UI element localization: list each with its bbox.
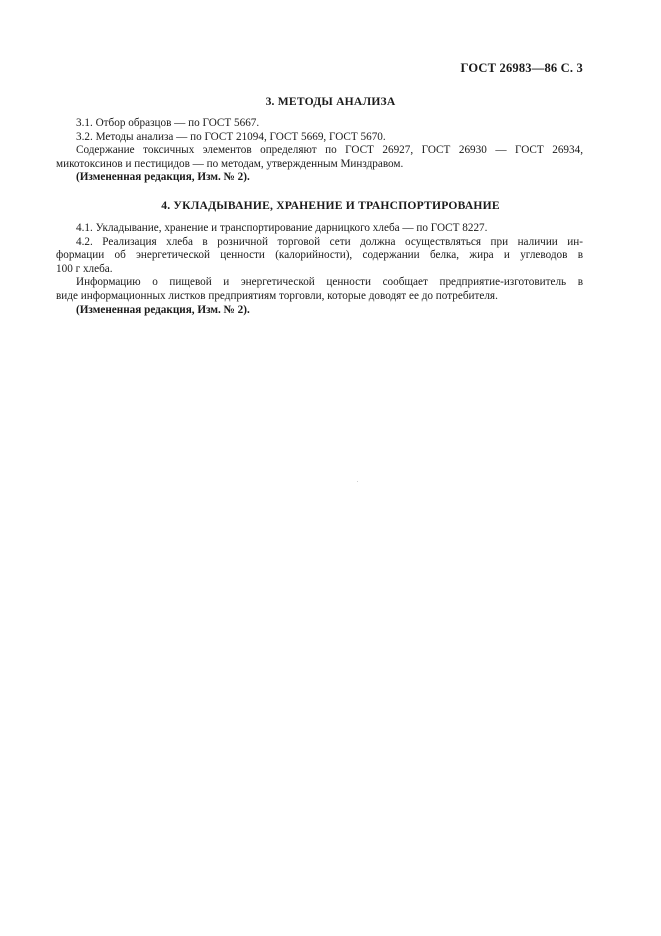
paragraph-4-1: 4.1. Укладывание, хранение и транспортирование дарницкого хлеба — по ГОСТ 8227.: [76, 222, 488, 234]
paragraph-4-3-line-2: виде информационных листков предприятиям торговли, которые доводят ее до потребителя.: [56, 289, 498, 302]
section-3-title: 3. МЕТОДЫ АНАЛИЗА: [265, 95, 396, 108]
paragraph-4-2-line-3: 100 г хлеба.: [56, 262, 113, 275]
section-4-body: [56, 222, 583, 317]
amendment-note-4: (Измененная редакция, Изм. № 2).: [76, 303, 250, 316]
section-3-body: [56, 117, 583, 185]
paragraph-3-2: 3.2. Методы анализа — по ГОСТ 21094, ГОСТ 5669, ГОСТ 5670.: [76, 130, 386, 143]
section-4-title: 4. УКЛАДЫВАНИЕ, ХРАНЕНИЕ И ТРАНСПОРТИРОВАНИЕ: [161, 199, 500, 212]
scan-speck: [357, 481, 358, 482]
paragraph-4-2-line-1: 4.2. Реализация хлеба в розничной торговой сети должна осуществляться при наличии ин-: [76, 235, 583, 248]
paragraph-4-2-line-2: формации об энергетической ценности (калорийности), содержании белка, жира и углеводов в: [56, 249, 583, 262]
section-4: [77, 199, 584, 213]
amendment-note-3: (Измененная редакция, Изм. № 2).: [76, 171, 250, 184]
paragraph-3-3-line-2: микотоксинов и пестицидов — по методам, утвержденным Минздравом.: [56, 157, 404, 170]
section-3: [77, 95, 584, 109]
page-header: ГОСТ 26983—86 С. 3: [460, 61, 583, 75]
paragraph-3-3-line-1: Содержание токсичных элементов определяют по ГОСТ 26927, ГОСТ 26930 — ГОСТ 26934,: [76, 144, 583, 157]
paragraph-3-1: 3.1. Отбор образцов — по ГОСТ 5667.: [76, 117, 260, 129]
paragraph-4-3-line-1: Информацию о пищевой и энергетической ценности сообщает предприятие-изготовитель в: [76, 276, 583, 289]
